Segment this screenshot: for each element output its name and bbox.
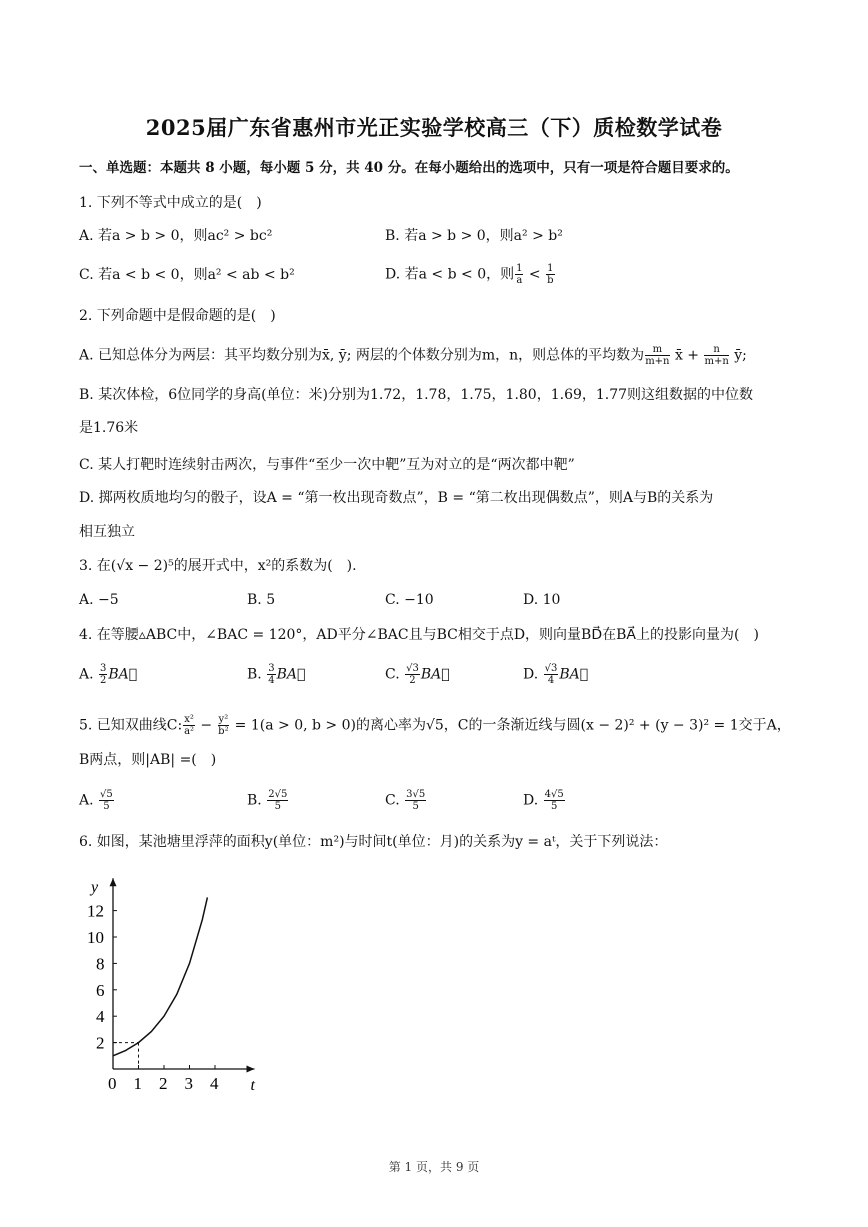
- y-tick-label: 2: [96, 1033, 105, 1053]
- page-footer: 第 1 页，共 9 页: [388, 1160, 480, 1174]
- q4-option-a: A. $\frac{3}{2}$ BA⃗: [79, 663, 138, 686]
- y-tick-label: 10: [87, 928, 104, 947]
- x-tick-label: 3: [184, 1074, 193, 1093]
- question-3-stem: 3. 在(√x − 2)⁵的展开式中，x²的系数为( ).: [79, 558, 357, 574]
- q2-option-d-line1: D. 掷两枚质地均匀的骰子，设A = “第一枚出现奇数点”，B = “第二枚出现偶数点”，则A与B的关系为: [79, 490, 714, 506]
- q2-option-c: C. 某人打靶时连续射击两次，与事件“至少一次中靶”互为对立的是“两次都中靶”: [79, 457, 575, 473]
- q3-option-d: D. 10: [523, 592, 561, 608]
- x-tick-label: 4: [210, 1074, 219, 1093]
- x-tick-label: 0: [108, 1074, 117, 1093]
- x-axis-arrow-icon: [247, 1066, 255, 1073]
- q5-option-d: D. $\frac{4√5}{5}$: [523, 789, 564, 812]
- y-tick-label: 6: [96, 980, 105, 1000]
- q5-option-b: B. $\frac{2√5}{5}$: [247, 789, 288, 812]
- series-line: [113, 897, 207, 1055]
- fraction: $\frac{√3}{2}$: [406, 663, 419, 686]
- y-tick-label: 12: [87, 901, 104, 921]
- question-5-stem: 5. 已知双曲线C: $\frac{\text{x²}}{\text{a²}}$ − $\frac{\text{y²}}{\text{b²}}$ = 1(a > 0, b > 0)的离心率为√5，C的一条渐近线与圆(x − 2)² + (y − 3)² = 1交于A，: [79, 714, 791, 737]
- q2-option-b-line1: B. 某次体检，6位同学的身高(单位：米)分别为1.72，1.78，1.75，1.80，1.69，1.77则这组数据的中位数: [79, 387, 754, 403]
- q1-option-d-text: D. 若a < b < 0，则: [385, 266, 515, 283]
- q3-option-b: B. 5: [247, 592, 276, 608]
- q1-option-a: A. 若a > b > 0，则ac² > bc²: [79, 228, 273, 244]
- section-heading: 一、单选题：本题共 8 小题，每小题 5 分，共 40 分。在每小题给出的选项中，只有一项是符合题目要求的。: [79, 160, 739, 176]
- q1-option-b: B. 若a > b > 0，则a² > b²: [385, 228, 563, 244]
- fraction: $\frac{n}{m+n}$: [704, 344, 729, 367]
- fraction: $\frac{m}{m+n}$: [645, 344, 670, 367]
- fraction: $\frac{3}{2}$: [100, 663, 107, 686]
- fraction: $\frac{√5}{5}$: [100, 789, 113, 812]
- question-2-stem: 2. 下列命题中是假命题的是( ): [79, 308, 276, 324]
- q5-option-c: C. $\frac{3√5}{5}$: [385, 789, 426, 812]
- question-5-stem-line2: B两点，则|AB| =( ): [79, 752, 217, 768]
- fraction: $\frac{2√5}{5}$: [268, 789, 288, 812]
- q2-option-b-line2: 是1.76米: [79, 420, 139, 436]
- q5-option-a: A. $\frac{√5}{5}$: [79, 789, 113, 812]
- y-axis-label: y: [91, 879, 99, 897]
- graph-curve-layer: [113, 897, 207, 1069]
- fraction: $\frac{3√5}{5}$: [406, 789, 426, 812]
- q4-option-b: B. $\frac{3}{4}$ BA⃗: [247, 663, 306, 686]
- q2-option-d-line2: 相互独立: [79, 524, 135, 540]
- page-title: 2025届广东省惠州市光正实验学校高三（下）质检数学试卷: [145, 115, 723, 140]
- q3-option-a: A. −5: [79, 592, 119, 608]
- question-4-stem: 4. 在等腰▵ABC中，∠BAC = 120°，AD平分∠BAC且与BC相交于点D，则向量BD⃗在BA⃗上的投影向量为( ): [79, 627, 759, 643]
- fraction: $\frac{1}{a}$: [516, 263, 523, 286]
- x-tick-label: 1: [133, 1074, 142, 1093]
- q2-option-a: A. 已知总体分为两层：其平均数分别为x̄, ȳ; 两层的个体数分别为m，n，则总体的平均数为 $\frac{m}{m+n}$ x̄ + $\frac{n}{m+n}$ ȳ;: [79, 344, 747, 367]
- q3-option-c: C. −10: [385, 592, 434, 608]
- x-axis-label: t: [250, 1077, 255, 1094]
- q1-option-c: C. 若a < b < 0，则a² < ab < b²: [79, 267, 295, 283]
- question-6-stem: 6. 如图，某池塘里浮萍的面积y(单位：m²)与时间t(单位：月)的关系为y = aᵗ，关于下列说法：: [79, 834, 668, 850]
- y-axis-arrow-icon: [110, 878, 117, 886]
- q4-option-d: D. $\frac{√3}{4}$ BA⃗: [523, 663, 589, 686]
- y-tick-label: 8: [96, 954, 105, 974]
- x-tick-label: 2: [159, 1074, 168, 1093]
- q1-option-d: D. 若a < b < 0，则 $\frac{1}{a}$ < $\frac{1}{b}$: [385, 263, 554, 286]
- q4-option-c: C. $\frac{√3}{2}$ BA⃗: [385, 663, 450, 686]
- fraction: $\frac{√3}{4}$: [544, 663, 558, 686]
- fraction: $\frac{\text{y²}}{\text{b²}}$: [218, 714, 229, 737]
- fraction: $\frac{1}{b}$: [547, 263, 554, 286]
- fraction: $\frac{4√5}{5}$: [544, 789, 564, 812]
- question-1-stem: 1. 下列不等式中成立的是( ): [79, 195, 262, 211]
- fraction: $\frac{\text{x²}}{\text{a²}}$: [184, 714, 195, 737]
- y-tick-label: 4: [96, 1007, 105, 1027]
- fraction: $\frac{3}{4}$: [268, 663, 275, 686]
- exponential-graph: [80, 862, 280, 1102]
